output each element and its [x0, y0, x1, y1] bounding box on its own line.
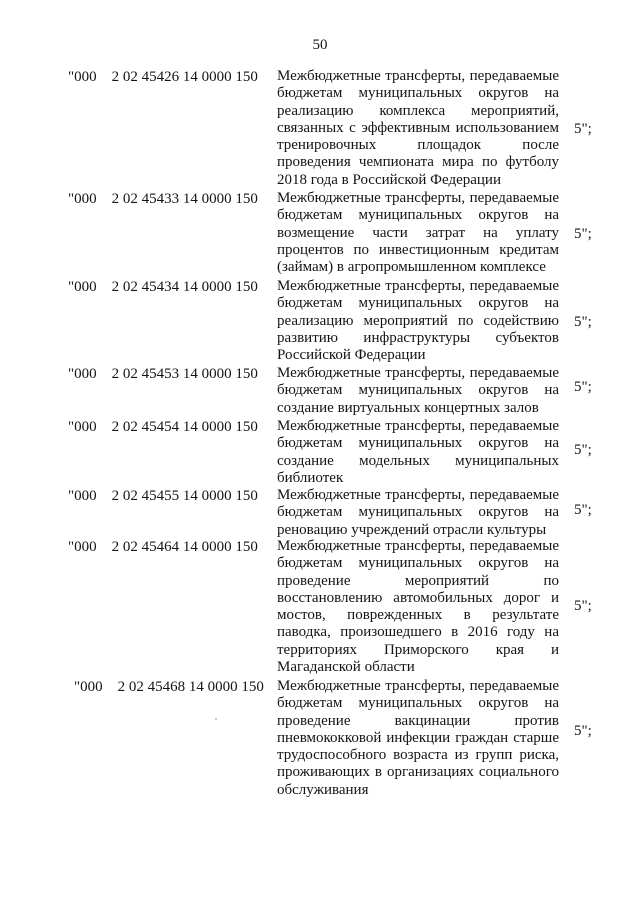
row-suffix: 5"; — [574, 598, 592, 614]
row-description: Межбюджетные трансферты, передаваемые бюджетам муниципальных округов на возмещение части затрат на уплату процентов по инвестиционным кредитам (займам) в агропромышленном комплексе — [277, 190, 559, 276]
row-code: "000 2 02 45464 14 0000 150 — [68, 539, 258, 555]
page-number: 50 — [312, 37, 328, 53]
row-description: Межбюджетные трансферты, передаваемые бюджетам муниципальных округов на проведение мероприятий по восстановлению автомобильных дорог и мостов, поврежденных в результате паводка, произошедшего в 2016 году на территориях Приморского края и Магаданской области — [277, 538, 559, 676]
row-description: Межбюджетные трансферты, передаваемые бюджетам муниципальных округов на реновацию учреждений отрасли культуры — [277, 487, 559, 538]
row-suffix: 5"; — [574, 379, 592, 395]
row-suffix: 5"; — [574, 226, 592, 242]
row-description: Межбюджетные трансферты, передаваемые бюджетам муниципальных округов на создание модельных муниципальных библиотек — [277, 418, 559, 486]
row-suffix: 5"; — [574, 314, 592, 330]
row-description: Межбюджетные трансферты, передаваемые бюджетам муниципальных округов на проведение вакцинации против пневмококковой инфекции граждан старше трудоспособного возраста из групп риска, проживающих в организациях социального обслуживания — [277, 678, 559, 798]
row-code: "000 2 02 45426 14 0000 150 — [68, 69, 258, 85]
row-code: "000 2 02 45468 14 0000 150 — [74, 679, 264, 695]
scan-speck — [215, 718, 217, 720]
row-suffix: 5"; — [574, 502, 592, 518]
row-suffix: 5"; — [574, 723, 592, 739]
row-suffix: 5"; — [574, 121, 592, 137]
row-code: "000 2 02 45453 14 0000 150 — [68, 366, 258, 382]
row-code: "000 2 02 45454 14 0000 150 — [68, 419, 258, 435]
row-description: Межбюджетные трансферты, передаваемые бюджетам муниципальных округов на реализацию мероприятий по содействию развитию инфраструктуры субъектов Российской Федерации — [277, 278, 559, 364]
row-description: Межбюджетные трансферты, передаваемые бюджетам муниципальных округов на создание виртуальных концертных залов — [277, 365, 559, 416]
row-code: "000 2 02 45455 14 0000 150 — [68, 488, 258, 504]
row-description: Межбюджетные трансферты, передаваемые бюджетам муниципальных округов на реализацию комплекса мероприятий, связанных с эффективным использованием тренировочных площадок после проведения чемпионата мира по футболу 2018 года в Российской Федерации — [277, 68, 559, 188]
row-code: "000 2 02 45434 14 0000 150 — [68, 279, 258, 295]
row-code: "000 2 02 45433 14 0000 150 — [68, 191, 258, 207]
row-suffix: 5"; — [574, 442, 592, 458]
